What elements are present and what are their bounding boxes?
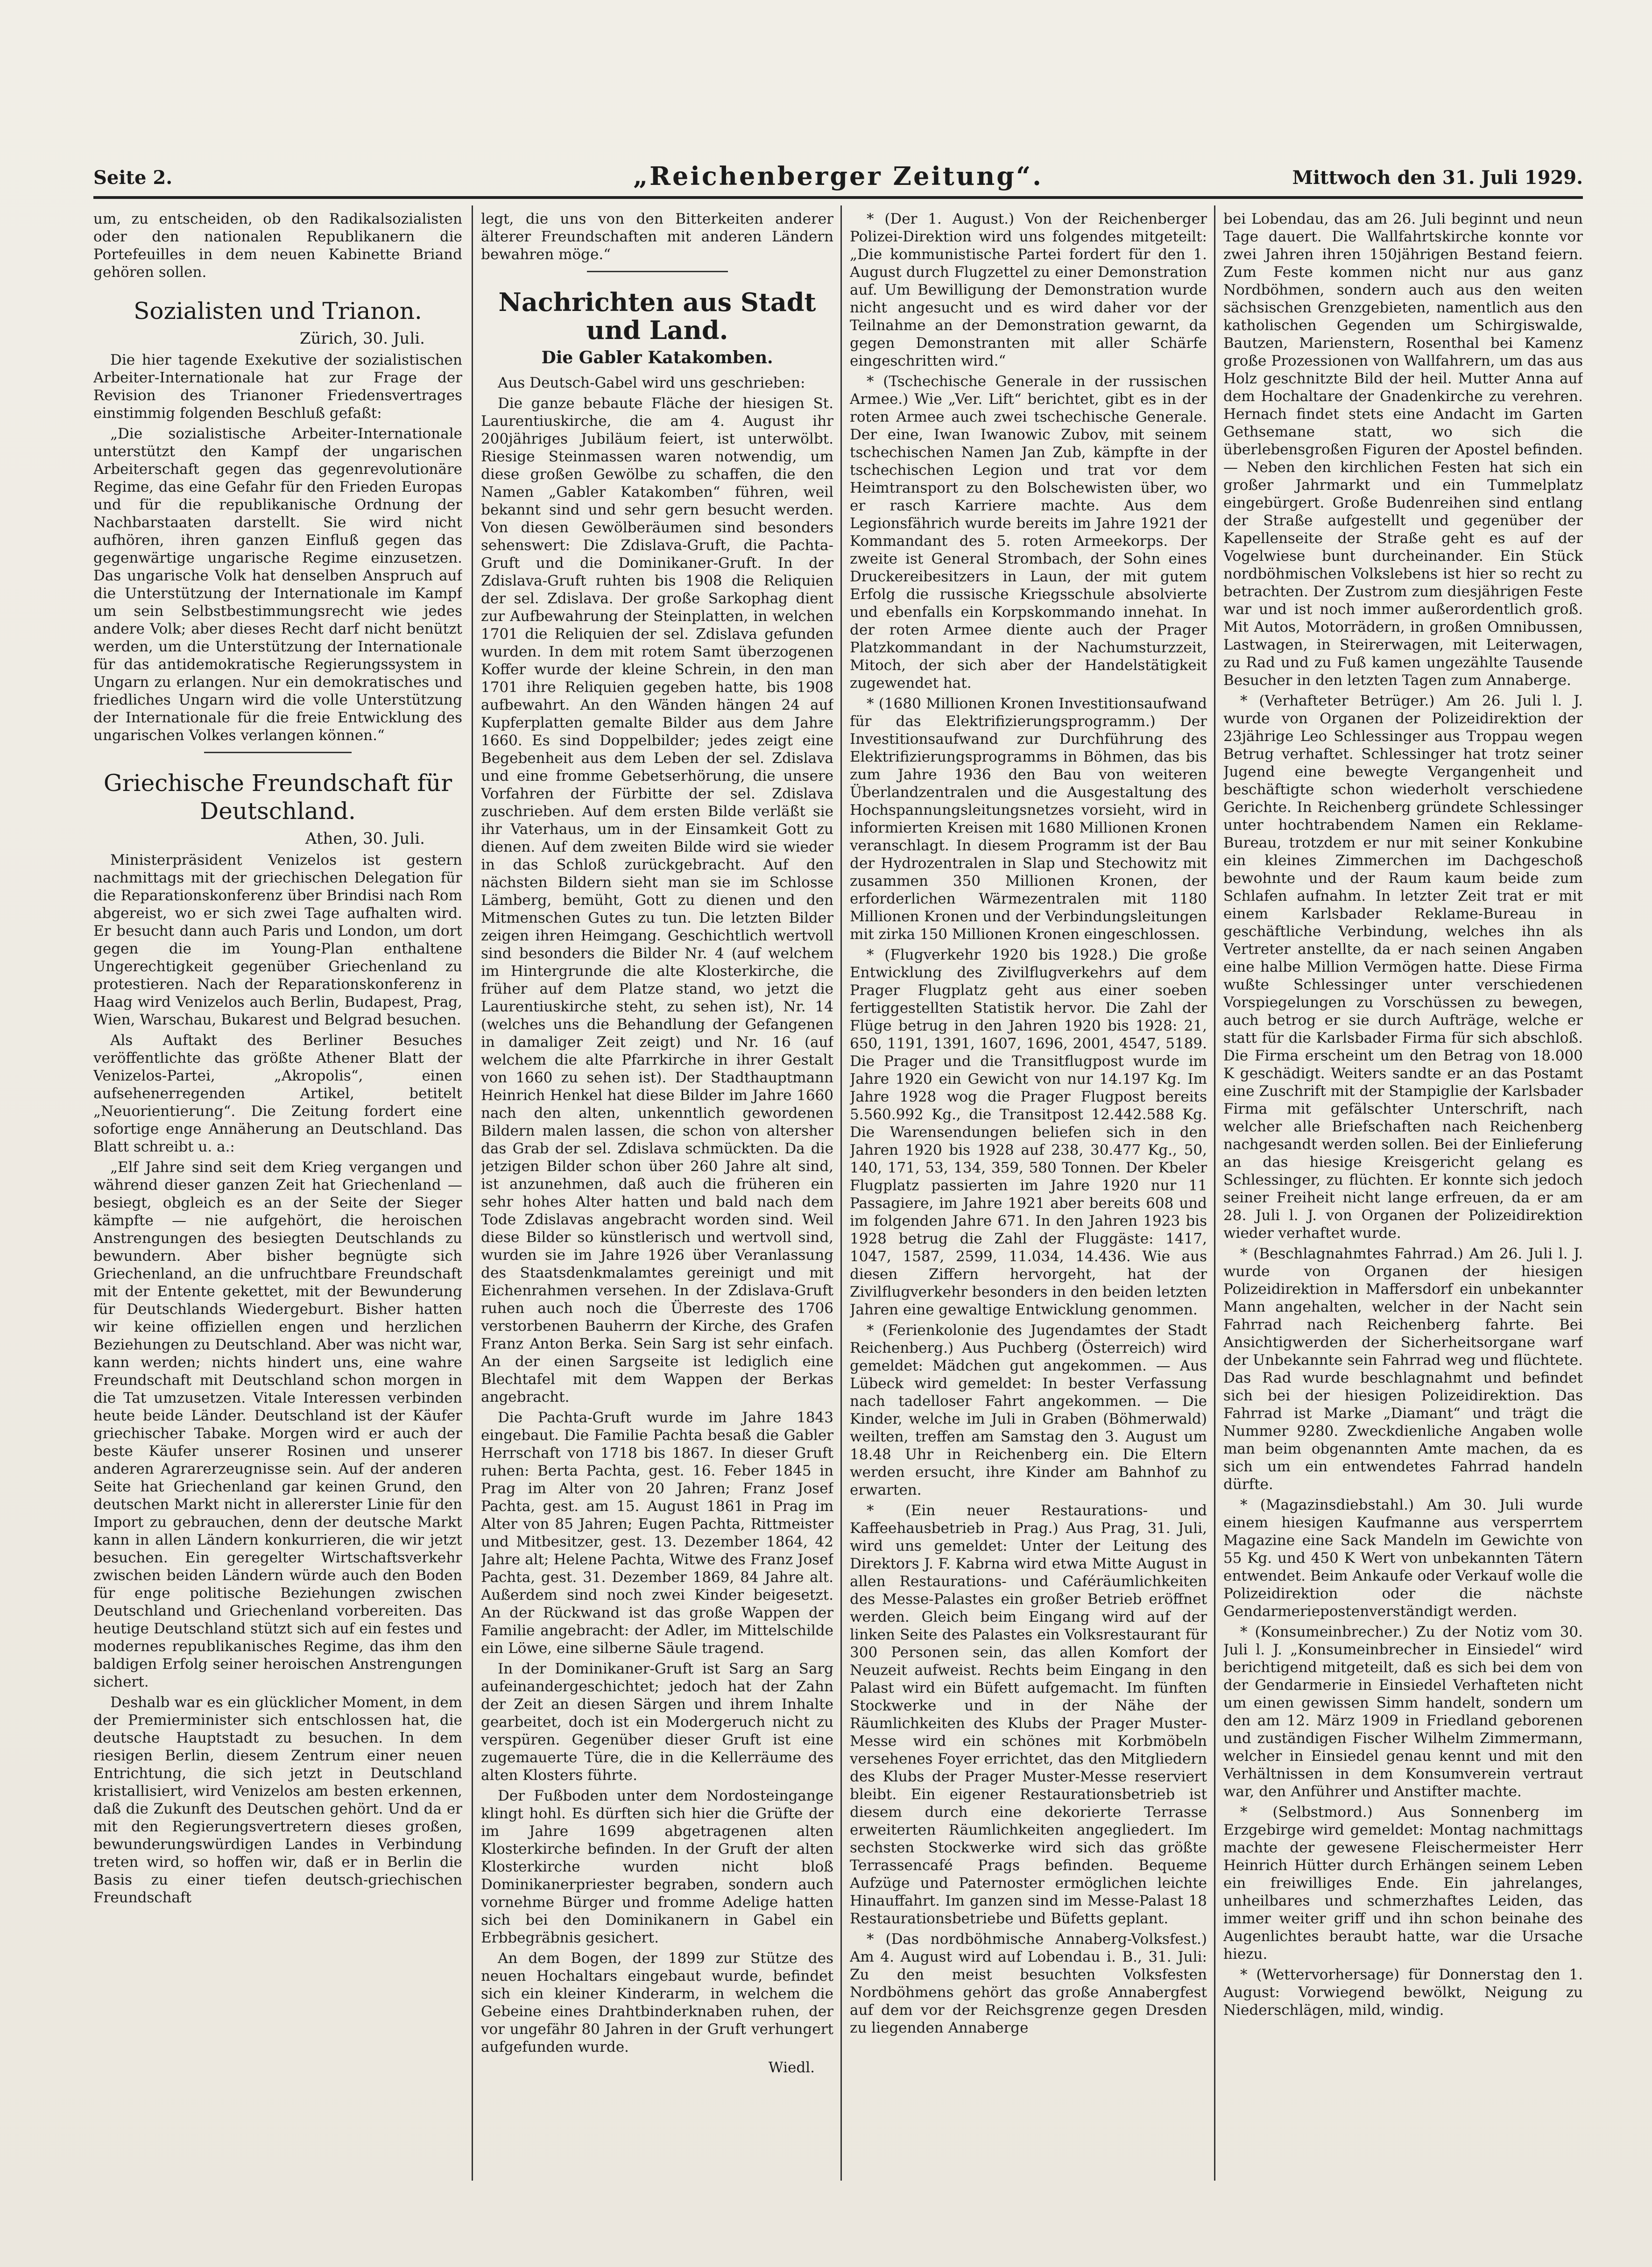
paragraph: Der Fußboden unter dem Nordosteingange klingt hohl. Es dürften sich hier die Grüfte der im Jahre 1699 abgetragenen alten Klosterkirche befinden. In der Gruft der alten Klosterkirche wurden nicht bloß Dominikanerpriester begraben, sondern auch vornehme Bürger und fromme Adelige hatten sich bei den Dominikanern in Gabel ein Erbbegräbnis gesichert. bbox=[481, 1787, 833, 1946]
column-divider bbox=[472, 205, 473, 2181]
column-1 bbox=[93, 210, 462, 2185]
article-heading: Sozialisten und Trianon. bbox=[134, 297, 422, 325]
paragraph: Deshalb war es ein glücklicher Moment, in dem der Premierminister sich entschlossen hat, die deutsche Hauptstadt zu besuchen. In dem riesigen Berlin, diesem Zentrum einer neuen Entrichtung, die sich jetzt in Deutschland kristallisiert, wird Venizelos am besten erkennen, daß die Zukunft des Deutschen gehört. Und da er mit den Regierungsvertretern dieses großen, bewunderungswürdigen Landes in Verbindung treten wird, so hoffen wir, daß er in Berlin die Basis zu einer tiefen deutsch-griechischen Freundschaft bbox=[93, 1694, 462, 1906]
column-3 bbox=[850, 210, 1207, 2185]
header-rule bbox=[93, 196, 1583, 199]
newspaper-title: „Reichenberger Zeitung“. bbox=[633, 161, 1043, 191]
news-item: * (Selbstmord.) Aus Sonnenberg im Erzgebirge wird gemeldet: Montag nachmittags machte der gewesene Fleischermeister Herr Heinrich Hütter durch Erhängen seinem Leben ein freiwilliges Ende. Ein jahrelanges, unheilbares und schmerzhaftes Leiden, das immer weiter griff und ihn schon beinahe des Augenlichtes beraubt hatte, war die Ursache hiezu. bbox=[1223, 1804, 1583, 1963]
news-item: * (Ferienkolonie des Jugendamtes der Stadt Reichenberg.) Aus Puchberg (Österreich) wird gemeldet: Mädchen gut angekommen. — Aus Lübeck wird gemeldet: In bester Verfassung nach tadelloser Fahrt angekommen. — Die Kinder, welche im Juli in Graben (Böhmerwald) weilten, treffen am Samstag den 3. August um 18.48 Uhr in Reichenberg ein. Die Eltern werden ersucht, ihre Kinder am Bahnhof zu erwarten. bbox=[850, 1322, 1207, 1498]
paragraph: Als Auftakt des Berliner Besuches veröffentlichte das größte Athener Blatt der Venizelos-Partei, „Akropolis“, einen aufsehenerregenden Artikel, betitelt „Neuorientierung“. Die Zeitung fordert eine sofortige enge Annäherung an Deutschland. Das Blatt schreibt u. a.: bbox=[93, 1032, 462, 1155]
article-subheading: Die Gabler Katakomben. bbox=[541, 348, 773, 367]
news-item: * (Wettervorhersage) für Donnerstag den 1. August: Vorwiegend bewölkt, Neigung zu Niederschlägen, mild, windig. bbox=[1223, 1966, 1583, 2019]
paragraph: „Die sozialistische Arbeiter-Internationale unterstützt den Kampf der ungarischen Arbeiterschaft gegen das gegenrevolutionäre Regime, das eine Gefahr für den Frieden Europas und für die republikanische Ordnung der Nachbarstaaten darstellt. Sie wird nicht aufhören, ihren ganzen Einfluß gegen das gegenwärtige ungarische Regime einzusetzen. Das ungarische Volk hat denselben Anspruch auf die Unterstützung der Internationale im Kampf um sein Selbstbestimmungsrecht wie jedes andere Volk; aber dieses Recht darf nicht benützt werden, um die Unterstützung der Internationale für das antidemokratische Regierungssystem in Ungarn zu erlangen. Nur ein demokratisches und friedliches Ungarn wird die volle Unterstützung der Internationale für die freie Entwicklung des ungarischen Volkes verlangen können.“ bbox=[93, 425, 462, 744]
paragraph: In der Dominikaner-Gruft ist Sarg an Sarg aufeinandergeschichtet; jedoch hat der Zahn der Zeit an diesen Särgen und ihrem Inhalte gearbeitet, doch ist ein Modergeruch nicht zu verspüren. Gegenüber dieser Gruft ist eine zugemauerte Türe, die in die Kellerräume des alten Klosters führte. bbox=[481, 1660, 833, 1784]
news-item: * (Flugverkehr 1920 bis 1928.) Die große Entwicklung des Zivilflugverkehrs auf dem Prager Flugplatz geht aus einer soeben fertiggestellten Statistik hervor. Die Zahl der Flüge betrug in den Jahren 1920 bis 1928: 21, 650, 1191, 1391, 1607, 1696, 2001, 4547, 5189. Die Prager und die Transitflugpost wurde im Jahre 1920 ein Gewicht von nur 14.197 Kg. Im Jahre 1928 wog die Prager Flugpost bereits 5.560.992 Kg., die Transitpost 12.442.588 Kg. Die Warensendungen beliefen sich in den Jahren 1920 bis 1928 auf 238, 30.477 Kg., 50, 140, 171, 53, 134, 359, 580 Tonnen. Der Kbeler Flugplatz passierten im Jahre 1920 nur 11 Passagiere, im Jahre 1921 aber bereits 608 und im folgenden Jahre 671. In den Jahren 1923 bis 1928 betrug die Zahl der Fluggäste: 1417, 1047, 1587, 2599, 11.034, 14.436. Wie aus diesen Ziffern hervorgeht, hat der Zivilflugverkehr besonders in den beiden letzten Jahren eine gewaltige Entwicklung genommen. bbox=[850, 946, 1207, 1318]
news-item: * (Beschlagnahmtes Fahrrad.) Am 26. Juli l. J. wurde von Organen der hiesigen Polizeidirektion in Maffersdorf ein unbekannter Mann angehalten, welcher in der Nacht sein Fahrrad nach Reichenberg fahrte. Bei Ansichtigwerden der Sicherheitsorgane warf der Unbekannte sein Fahrrad weg und flüchtete. Das Rad wurde beschlagnahmt und befindet sich bei der hiesigen Polizeidirektion. Das Fahrrad ist Marke „Diamant“ und trägt die Nummer 9280. Zweckdienliche Angaben wolle man beim obgenannten Amte machen, da es sich um ein entwendetes Fahrrad handeln dürfte. bbox=[1223, 1245, 1583, 1493]
paragraph: Die ganze bebaute Fläche der hiesigen St. Laurentiuskirche, die am 4. August ihr 200jähriges Jubiläum feiert, ist unterwölbt. Riesige Steinmassen waren notwendig, um diese großen Gewölbe zu schaffen, die den Namen „Gabler Katakomben“ führen, weil bekannt sind und sehr gern besucht werden. Von diesen Gewölberäumen sind besonders sehenswert: Die Zdislava-Gruft, die Pachta-Gruft und die Dominikaner-Gruft. In der Zdislava-Gruft ruhten bis 1908 die Reliquien der sel. Zdislava. Der große Sarkophag dient zur Aufbewahrung der Steinplatten, in welchen 1701 die Reliquien der sel. Zdislava gefunden wurden. In dem mit rotem Samt überzogenen Koffer wurde der kleine Schrein, in den man 1701 ihre Reliquien gegeben hatte, bis 1908 aufbewahrt. An den Wänden hängen 24 auf Kupferplatten gemalte Bilder aus dem Jahre 1660. Es sind Doppelbilder; jedes zeigt eine Begebenheit aus dem Leben der sel. Zdislava und eine fromme Gebetserhörung, die unsere Vorfahren der Fürbitte der sel. Zdislava zuschrieben. Auf dem ersten Bilde verläßt sie ihr Vaterhaus, um in der Einsamkeit Gott zu dienen. Auf dem zweiten Bilde wird sie wieder in das Schloß zurückgebracht. Auf den nächsten Bildern sieht man sie im Schlosse Lämberg, bemüht, Gott zu dienen und den Mitmenschen Gutes zu tun. Die letzten Bilder zeigen ihren Heimgang. Geschichtlich wertvoll sind besonders die Bilder Nr. 4 (auf welchem im Hintergrunde die alte Klosterkirche, die früher auf dem Platze stand, wo jetzt die Laurentiuskirche steht, zu sehen ist), Nr. 14 (welches uns die Behandlung der Gefangenen in damaliger Zeit zeigt) und Nr. 16 (auf welchem die alte Pfarrkirche in ihrer Gestalt von 1660 zu sehen ist). Der Stadthauptmann Heinrich Henkel hat diese Bilder im Jahre 1660 nach den alten, unkenntlich gewordenen Bildern malen lassen, die schon von altersher das Grab der sel. Zdislava schmückten. Da die jetzigen Bilder schon über 260 Jahre alt sind, ist anzunehmen, daß auch die früheren ein sehr hohes Alter hatten und bald nach dem Tode Zdislavas angebracht worden sind. Weil diese Bilder so künstlerisch und wertvoll sind, wurden sie im Jahre 1926 über Veranlassung des Staatsdenkmalamtes gereinigt und mit Eichenrahmen versehen. In der Zdislava-Gruft ruhen auch noch die Überreste des 1706 verstorbenen Bauherrn der Kirche, des Grafen Franz Anton Berka. Sein Sarg ist sehr einfach. An der einen Sargseite ist lediglich eine Blechtafel mit dem Wappen der Berkas angebracht. bbox=[481, 395, 833, 1405]
column-divider bbox=[840, 205, 842, 2181]
author-signature: Wiedl. bbox=[768, 2059, 815, 2076]
paragraph: um, zu entscheiden, ob den Radikalsozialisten oder den nationalen Republikanern die Portefeuilles in dem neuen Kabinette Briand gehören sollen. bbox=[93, 211, 462, 281]
dateline: Zürich, 30. Juli. bbox=[299, 329, 425, 348]
paragraph: Aus Deutsch-Gabel wird uns geschrieben: bbox=[498, 374, 805, 391]
news-item: * (Verhafteter Betrüger.) Am 26. Juli l. J. wurde von Organen der Polizeidirektion der 23jährige Leo Schlessinger aus Troppau wegen Betrug verhaftet. Schlessinger hat trotz seiner Jugend eine bewegte Vergangenheit und beschäftigte schon wiederholt verschiedene Gerichte. In Reichenberg gründete Schlessinger unter hochtrabendem Namen ein Reklame-Bureau, trotzdem er nur mit seiner Konkubine ein kleines Zimmerchen im Dachgeschoß bewohnte und der Raum kaum beide zum Schlafen aufnahm. In letzter Zeit trat er mit einem Karlsbader Reklame-Bureau in geschäftliche Verbindung, welches ihn als Vertreter anstellte, da er nach seinen Angaben eine halbe Million Vermögen hatte. Diese Firma wußte Schlessinger unter verschiedenen Vorspiegelungen zu Vorschüssen zu bewegen, auch betrog er sie durch Aufträge, welche er statt für die Karlsbader Firma für sich abschloß. Die Firma erscheint um den Betrag von 18.000 K geschädigt. Weiters sandte er an das Postamt eine Zuschrift mit der Stampiglie der Karlsbader Firma mit gefälschter Unterschrift, nach welcher alle Briefschaften nach Reichenberg nachgesandt werden sollen. Bei der Einlieferung an das hiesige Kreisgericht gelang es Schlessinger, zu flüchten. Er konnte sich jedoch seiner Freiheit nicht lange erfreuen, da er am 28. Juli l. J. von Organen der Polizeidirektion wieder verhaftet wurde. bbox=[1223, 692, 1583, 1242]
dateline: Athen, 30. Juli. bbox=[305, 829, 425, 848]
issue-date: Mittwoch den 31. Juli 1929. bbox=[1292, 167, 1583, 189]
paragraph: Die Pachta-Gruft wurde im Jahre 1843 eingebaut. Die Familie Pachta besaß die Gabler Herrschaft von 1718 bis 1867. In dieser Gruft ruhen: Berta Pachta, gest. 16. Feber 1845 in Prag im Alter von 20 Jahren; Franz Josef Pachta, gest. am 15. August 1861 in Prag im Alter von 85 Jahren; Eugen Pachta, Rittmeister und Mitbesitzer, gest. 13. Dezember 1864, 42 Jahre alt; Helene Pachta, Witwe des Franz Josef Pachta, gest. 31. Dezember 1869, 84 Jahre alt. Außerdem sind noch zwei Kinder beigesetzt. An der Rückwand ist das große Wappen der Familie angebracht: der Adler, im Mittelschilde ein Löwe, eine silberne Säule tragend. bbox=[481, 1409, 833, 1657]
paragraph: Die hier tagende Exekutive der sozialistischen Arbeiter-Internationale hat zur Frage der Revision des Trianoner Friedensvertrages einstimmig folgenden Beschluß gefaßt: bbox=[93, 352, 462, 422]
paragraph: legt, die uns von den Bitterkeiten anderer älterer Freundschaften mit anderen Ländern bewahren möge.“ bbox=[481, 211, 833, 263]
article-heading: Griechische Freundschaft für Deutschland. bbox=[103, 770, 452, 825]
page-number: Seite 2. bbox=[93, 167, 173, 189]
page-header bbox=[93, 161, 1583, 194]
news-item: * (1680 Millionen Kronen Investitionsaufwand für das Elektrifizierungsprogramm.) Der Investitionsaufwand zur Durchführung des Elektrifizierungsprogramms in Böhmen, das bis zum Jahre 1936 den Bau von weiteren Überlandzentralen und die Ausgestaltung des Hochspannungsleitungsnetzes vorsieht, wird in informierten Kreisen mit 1680 Millionen Kronen veranschlagt. In diesem Programm ist der Bau der Hydrozentralen in Slap und Stechowitz mit zusammen 350 Millionen Kronen, der erforderlichen Wärmezentralen mit 1180 Millionen Kronen und der Verbindungsleitungen mit zirka 150 Millionen Kronen eingeschlossen. bbox=[850, 695, 1207, 943]
news-item: * (Magazinsdiebstahl.) Am 30. Juli wurde einem hiesigen Kaufmanne aus versperrtem Magazine eine Sack Mandeln im Gewichte von 55 Kg. und 450 K Wert von unbekannten Tätern entwendet. Beim Ankaufe oder Verkauf wolle die Polizeidirektion oder die nächste Gendarmeriepostenverständigt werden. bbox=[1223, 1497, 1583, 1620]
news-item: * (Tschechische Generale in der russischen Armee.) Wie „Ver. Lift“ berichtet, gibt es in der roten Armee auch zwei tschechische Generale. Der eine, Iwan Iwanowic Zubov, mit seinem tschechischen Namen Jan Zub, kämpfte in der tschechischen Legion und trat vor dem Heimtransport zu den Bolschewisten über, wo er rasch Karriere machte. Aus dem Legionsfährich wurde bereits im Jahre 1921 der Kommandant des 5. roten Armeekorps. Der zweite ist General Strombach, der Sohn eines Druckereibesitzers in Laun, der mit gutem Erfolg die russische Kriegsschule absolvierte und ebenfalls ein Korpskommando innehat. In der roten Armee diente auch der Prager Platzkommandant in der Nachumsturzzeit, Mitoch, der sich aber der Handelstätigkeit zugewendet hat. bbox=[850, 373, 1207, 692]
column-4 bbox=[1223, 210, 1583, 2185]
news-item: * (Das nordböhmische Annaberg-Volksfest.) Am 4. August wird auf Lobendau i. B., 31. Juli: Zu den meist besuchten Volksfesten Nordböhmens gehört das große Annabergfest auf dem vor der Reichsgrenze gegen Dresden zu liegenden Annaberge bbox=[850, 1931, 1207, 2036]
paragraph: bei Lobendau, das am 26. Juli beginnt und neun Tage dauert. Die Wallfahrtskirche konnte vor zwei Jahren ihren 150jährigen Bestand feiern. Zum Feste kommen nicht nur aus ganz Nordböhmen, sondern auch aus den weiten sächsischen Grenzgebieten, namentlich aus den katholischen Gegenden um Schirgiswalde, Bautzen, Marienstern, Rosenthal bei Kamenz große Prozessionen von Wallfahrern, um das aus Holz geschnitzte Bild der heil. Mutter Anna auf dem Hochaltare der Gnadenkirche zu verehren. Hernach findet stets eine Andacht im Garten Gethsemane statt, wo sich die überlebensgroßen Figuren der Apostel befinden. — Neben den kirchlichen Festen hat sich ein großer Jahrmarkt und ein Tummelplatz eingebürgert. Große Budenreihen sind entlang der Straße aufgestellt und gegenüber der Kapellenseite der Straße geht es auf der Vogelwiese bunt durcheinander. Ein Stück nordböhmischen Volkslebens ist hier so recht zu betrachten. Der Zustrom zum diesjährigen Feste war und ist noch immer außerordentlich groß. Mit Autos, Motorrädern, in großen Omnibussen, Lastwagen, in Steirerwagen, mit Leiterwagen, zu Rad und zu Fuß kamen ungezählte Tausende Besucher in den letzten Tagen zum Annaberge. bbox=[1223, 211, 1583, 689]
news-item: * (Ein neuer Restaurations- und Kaffeehausbetrieb in Prag.) Aus Prag, 31. Juli, wird uns gemeldet: Unter der Leitung des Direktors J. F. Kabrna wird etwa Mitte August in allen Restaurations- und Caféräumlichkeiten des Messe-Palastes ein großer Betrieb eröffnet werden. Gleich beim Eingang wird auf der linken Seite des Palastes ein Volksrestaurant für 300 Personen sein, das allen Komfort der Neuzeit aufweist. Rechts beim Eingang in den Palast wird ein Büfett aufgemacht. Im fünften Stockwerke und in der Nähe der Räumlichkeiten des Klubs der Prager Muster-Messe wird ein schönes mit Korbmöbeln versehenes Foyer errichtet, das den Mitgliedern des Klubs der Prager Muster-Messe reserviert bleibt. Ein eigener Restaurationsbetrieb ist diesem durch eine dekorierte Terrasse erweiterten Räumlichkeiten angegliedert. Im sechsten Stockwerke wird sich das größte Terrassencafé Prags befinden. Bequeme Aufzüge und Paternoster ermöglichen leichte Hinauffahrt. Im ganzen sind im Messe-Palast 18 Restaurationsbetriebe und Büfetts geplant. bbox=[850, 1502, 1207, 1927]
paragraph: „Elf Jahre sind seit dem Krieg vergangen und während dieser ganzen Zeit hat Griechenland — besiegt, obgleich es an der Seite der Sieger kämpfte — nie aufgehört, die heroischen Anstrengungen des besiegten Deutschlands zu bewundern. Aber bisher begnügte sich Griechenland, an die unfruchtbare Freundschaft mit der Entente gekettet, mit der Bewunderung für Deutschlands Wiedergeburt. Bisher hatten wir keine offiziellen engen und herzlichen Beziehungen zu Deutschland. Aber was nicht war, kann werden; nichts hindert uns, eine wahre Freundschaft mit Deutschland schon morgen in die Tat umzusetzen. Vitale Interessen verbinden heute beide Länder. Deutschland ist der Käufer griechischer Tabake. Morgen wird er auch der beste Käufer unserer Rosinen und unserer anderen Agrarerzeugnisse sein. Auf der anderen Seite hat Griechenland gar keinen Grund, den deutschen Markt nicht in allererster Linie für den Import zu gebrauchen, denn der deutsche Markt kann in allen Ländern konkurrieren, die wir jetzt besuchen. Ein geregelter Wirtschaftsverkehr zwischen beiden Ländern würde auch den Boden für enge politische Beziehungen zwischen Deutschland und Griechenland vorbereiten. Das heutige Deutschland stützt sich auf ein festes und modernes republikanisches Regime, das ihm den baldigen Erfolg seiner heroischen Anstrengungen sichert. bbox=[93, 1159, 462, 1690]
paragraph: Ministerpräsident Venizelos ist gestern nachmittags mit der griechischen Delegation für die Reparationskonferenz über Brindisi nach Rom abgereist, wo er sich zwei Tage aufhalten wird. Er besucht dann auch Paris und London, um dort gegen die im Young-Plan enthaltene Ungerechtigkeit gegenüber Griechenland zu protestieren. Nach der Reparationskonferenz in Haag wird Venizelos auch Berlin, Budapest, Prag, Wien, Warschau, Bukarest und Belgrad besuchen. bbox=[93, 852, 462, 1028]
separator bbox=[587, 271, 728, 272]
separator bbox=[204, 752, 352, 753]
column-divider bbox=[1214, 205, 1215, 2181]
section-heading: Nachrichten aus Stadt und Land. bbox=[498, 287, 816, 345]
column-2 bbox=[481, 210, 833, 2185]
paragraph: An dem Bogen, der 1899 zur Stütze des neuen Hochaltars eingebaut wurde, befindet sich ein kleiner Kinderarm, in welchem die Gebeine eines Drahtbinderknaben ruhen, der vor ungefähr 80 Jahren in der Gruft verhungert aufgefunden wurde. bbox=[481, 1950, 833, 2055]
news-item: * (Der 1. August.) Von der Reichenberger Polizei-Direktion wird uns folgendes mitgeteilt: „Die kommunistische Partei fordert für den 1. August durch Flugzettel zu einer Demonstration auf. Um Bewilligung der Demonstration wurde nicht angesucht und es wird daher vor der Teilnahme an der Demonstration gewarnt, da gegen Demonstranten mit aller Schärfe eingeschritten wird.“ bbox=[850, 211, 1207, 369]
news-item: * (Konsumeinbrecher.) Zu der Notiz vom 30. Juli l. J. „Konsumeinbrecher in Einsiedel“ wird berichtigend mitgeteilt, daß es sich bei dem von der Gendarmerie in Einsiedel Verhafteten nicht um einen gewissen Simm handelt, sondern um den am 12. März 1909 in Friedland geborenen und zuständigen Fischer Wilhelm Zimmermann, welcher in Einsiedel genau kennt und mit den Verhältnissen in dem Konsumverein vertraut war, den Anführer und Anstifter machte. bbox=[1223, 1624, 1583, 1800]
